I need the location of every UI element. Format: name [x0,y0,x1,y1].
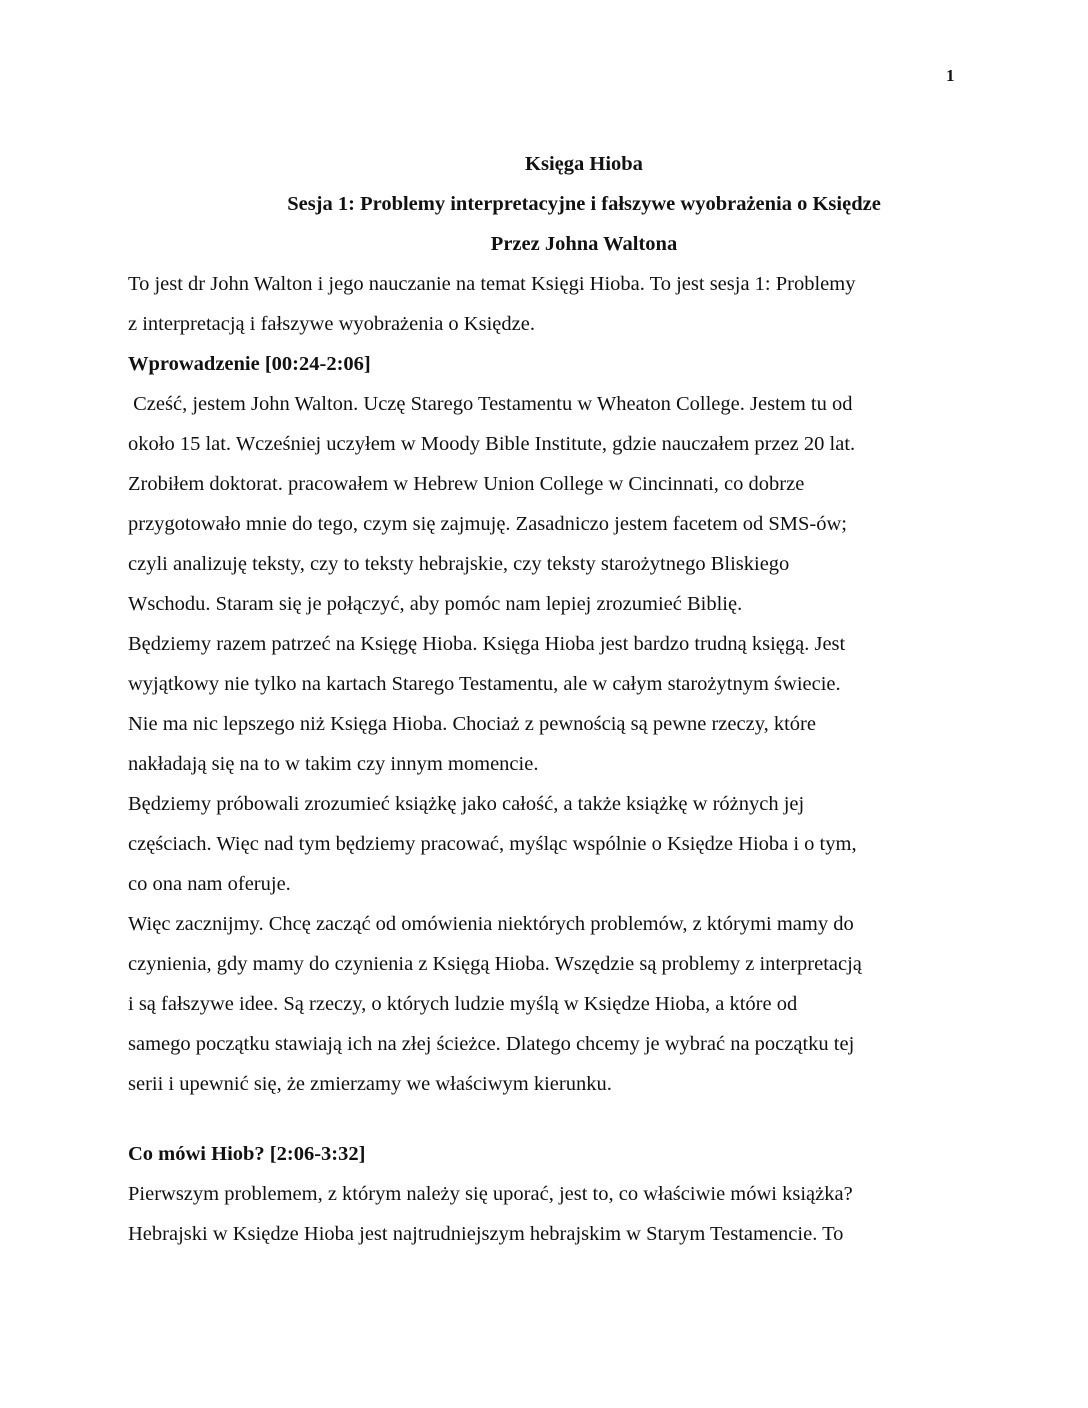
text-line: częściach. Więc nad tym będziemy pracować, myśląc wspólnie o Księdze Hioba i o tym, [128,833,857,855]
text-line: i są fałszywe idee. Są rzeczy, o których ludzie myślą w Księdze Hioba, a które od [128,993,798,1015]
text-line: Pierwszym problemem, z którym należy się uporać, jest to, co właściwie mówi książka? [128,1183,853,1205]
text-line: czynienia, gdy mamy do czynienia z Księgą Hioba. Wszędzie są problemy z interpretacją [128,953,862,975]
text-line: nakładają się na to w takim czy innym momencie. [128,753,539,775]
section-spacer [128,1104,960,1134]
document-body [128,144,960,1254]
text-line: około 15 lat. Wcześniej uczyłem w Moody Bible Institute, gdzie nauczałem przez 20 lat. [128,433,856,455]
text-line: samego początku stawiają ich na złej ścieżce. Dlatego chcemy je wybrać na początku tej [128,1033,855,1055]
section-intro-text [128,384,960,1104]
text-line: Będziemy próbowali zrozumieć książkę jako całość, a także książkę w różnych jej [128,793,805,815]
text-line: Cześć, jestem John Walton. Uczę Starego Testamentu w Wheaton College. Jestem tu od [128,393,853,415]
intro-line: z interpretacją i fałszywe wyobrażenia o Księdze. [128,313,535,335]
section-heading-what-job-says: Co mówi Hiob? [2:06-3:32] [128,1143,366,1165]
text-line: Będziemy razem patrzeć na Księgę Hioba. Księga Hioba jest bardzo trudną księgą. Jest [128,633,846,655]
text-line: serii i upewnić się, że zmierzamy we właściwym kierunku. [128,1073,612,1095]
text-line: Więc zacznijmy. Chcę zacząć od omówienia niektórych problemów, z którymi mamy do [128,913,854,935]
text-line: wyjątkowy nie tylko na kartach Starego Testamentu, ale w całym starożytnym świecie. [128,673,841,695]
text-line: co ona nam oferuje. [128,873,291,895]
intro-line: To jest dr John Walton i jego nauczanie na temat Księgi Hioba. To jest sesja 1: Problemy [128,273,856,295]
book-title: Księga Hioba [525,153,643,175]
text-line: Wschodu. Staram się je połączyć, aby pomóc nam lepiej zrozumieć Biblię. [128,593,743,615]
text-line: przygotowało mnie do tego, czym się zajmuję. Zasadniczo jestem facetem od SMS-ów; [128,513,848,535]
author-line: Przez Johna Waltona [490,233,678,255]
page-number: 1 [946,66,955,85]
section-heading-intro: Wprowadzenie [00:24-2:06] [128,353,371,375]
session-title: Sesja 1: Problemy interpretacyjne i fałszywe wyobrażenia o Księdze [287,193,881,215]
text-line: Zrobiłem doktorat. pracowałem w Hebrew Union College w Cincinnati, co dobrze [128,473,805,495]
section-what-job-says-text [128,1174,960,1254]
text-line: Nie ma nic lepszego niż Księga Hioba. Chociaż z pewnością są pewne rzeczy, które [128,713,816,735]
text-line: czyli analizuję teksty, czy to teksty hebrajskie, czy teksty starożytnego Bliskiego [128,553,790,575]
text-line: Hebrajski w Księdze Hioba jest najtrudniejszym hebrajskim w Starym Testamencie. To [128,1223,844,1245]
